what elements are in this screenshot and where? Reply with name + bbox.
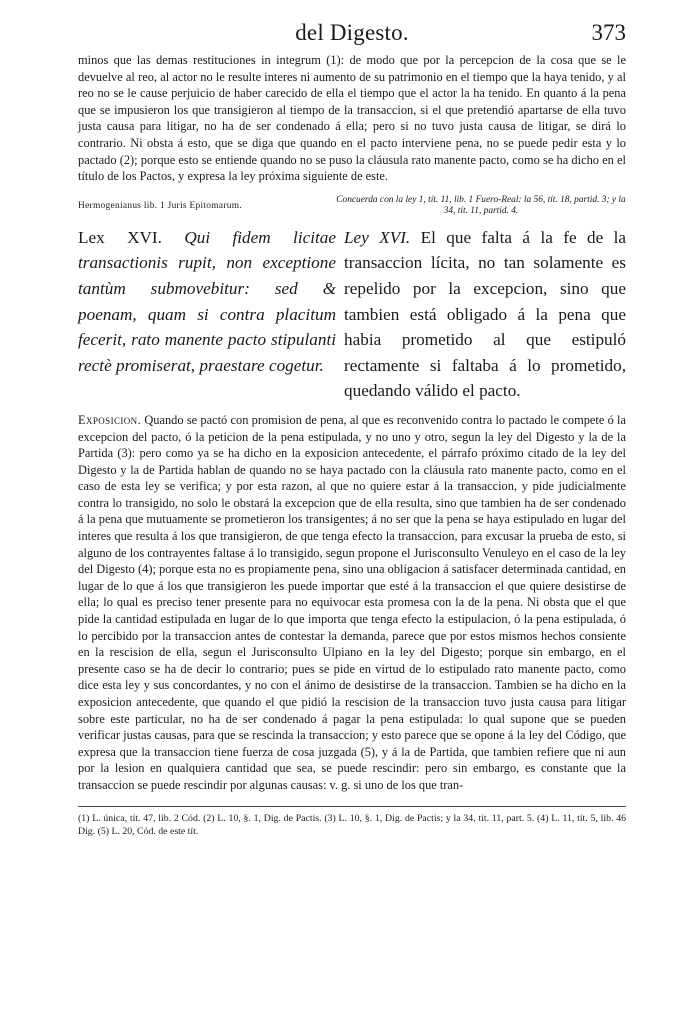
source-line: [78, 195, 626, 217]
page-header: [78, 18, 626, 52]
latin-law-text: [78, 225, 336, 404]
latin-source: Hermogenianus lib. 1 Juris Epitomarum.: [78, 200, 242, 211]
spanish-law-heading: Ley XVI.: [344, 227, 411, 247]
page-number: 373: [591, 20, 626, 45]
intro-paragraph: minos que las demas restituciones in integrum (1): de modo que por la percepcion de la cosa que se le devuelve al reo, al actor no le resulte interes ni aumento de su patrimonio en el tiempo que la haya tenido, y al reo no se le cause perjuicio de haber carecido de ella el tiempo que el actor la ha tenido. En quanto á la pena que se impusieron los que transigieron al tiempo de la transaccion, si el que pretendió apartarse de ella tuvo justa causa para litigar, no ha de ser condenado á ella; pero si no tuvo justa causa de litigar, se dirá lo contrario. Ni obsta á esto, que se diga que quando en el pacto interviene pena, no se puede pedir esta y lo pactado (2); porque esto se entiende quando no se puso la cláusula rato manente pacto, como se ha dicho en el título de los Pactos, y expresa la ley próxima siguiente de este.: [78, 53, 626, 184]
spanish-law-body: El que falta á la fe de la transaccion lícita, no tan solamente es repelido por la excepcion, sino que tambien está obligado á la pena que habia prometido al que estipuló rectamente si faltaba á lo prometido, quedando válido el pacto.: [344, 227, 626, 401]
page: [78, 18, 626, 838]
latin-law-body: Qui fidem licitae transactionis rupit, non exceptione tantùm submovebitur: sed & poenam, quam si contra placitum fecerit, rato manente pacto stipulanti rectè promiserat, praestare cogetur.: [78, 227, 336, 375]
latin-law-heading: Lex XVI.: [78, 227, 162, 247]
running-title: del Digesto.: [295, 20, 409, 45]
exposition-body: Quando se pactó con promision de pena, al que es reconvenido contra lo pactado le compete ó la excepcion del pacto, ó la peticion de la pena estipulada, y no uno y otro, segun la ley del Digesto y la de la Partida (3): pero como ya se ha dicho en la exposicion antecedente, el párrafo próximo citado de la ley del Digesto y la de Partida hablan de quando no se haya pactado con la cláusula rato manente pacto, como en el caso de esta ley se verifica; y por esta razon, al que no quiere estar á la transaccion, y pide judicialmente contra lo transigido, no solo le obstará la excepcion que de ella resulta, sino que tambien ha de ser condenado á la pena que mutuamente se prometieron los transigentes; á no ser que la pena se haya estipulado en lugar del interes que resulta á los que transigieron, de que tenga efecto la transaccion, para excusar la prueba de esto, si alguno de los contrayentes faltase á lo transigido, segun propone el Jurisconsulto Venuleyo en el caso de la ley del Digesto (4); porque esta no es propiamente pena, sino una obligacion á satisfacer determinada cantidad, en lugar de lo que á los que transigieron les puede importar que esté á la transaccion el que quiere desistirse de ella; lo qual es preciso tener presente para no equivocar esta promesa con la de la pena. Ni obsta que el que pide la cantidad estipulada en lugar de lo que importa que tenga efecto la estipulacion, ó la pena estipulada, ó lo percibido por la transaccion antes de contestar la demanda, parece que por estos mismos hechos consiente en la rescision de ella, segun el Jurisconsulto Ulpiano en la ley del Digesto; porque sin embargo, en el presente caso se ha de decir lo contrario; pues se pide en virtud de lo estipulado rato manente pacto, como dice esta ley y sus concordantes, y no con el ánimo de desistirse de la transaccion. Tambien se ha dicho en la exposicion antecedente, que quando el que pidió la rescision de la transaccion tuvo justa causa para litigar sobre este particular, no ha de ser condenado á pagar la pena estipulada: lo qual supone que se pueden verificar justas causas, para que se rescinda la transaccion; y esto parece que se opone á la ley del Código, que expresa que la transaccion tiene fuerza de cosa juzgada (5), y á la de Partida, que tambien refiere que ni aun por la lesion en qualquiera cantidad que sea, se puede rescindir: pero sin embargo, es constante que la transaccion se puede rescindir por algunas causas: v. g. si uno de los que tran-: [78, 412, 626, 792]
concordance-note: Concuerda con la ley 1, tít. 11, lib. 1 Fuero-Real: la 56, tít. 18, partid. 3; y la 34, tít. 11, partid. 4.: [336, 194, 626, 216]
footnotes: (1) L. única, tít. 47, lib. 2 Cód. (2) L. 10, §. 1, Dig. de Pactis. (3) L. 10, §. 1, Dig. de Pactis; y la 34, tít. 11, part. 5. (4) L. 11, tít. 5, lib. 46 Dig. (5) L. 20, Cód. de este tít.: [78, 806, 626, 838]
law-columns: [78, 225, 626, 404]
spanish-law-text: [344, 225, 626, 404]
exposition-paragraph: [78, 412, 626, 794]
exposition-lead: Exposicion.: [78, 412, 142, 427]
